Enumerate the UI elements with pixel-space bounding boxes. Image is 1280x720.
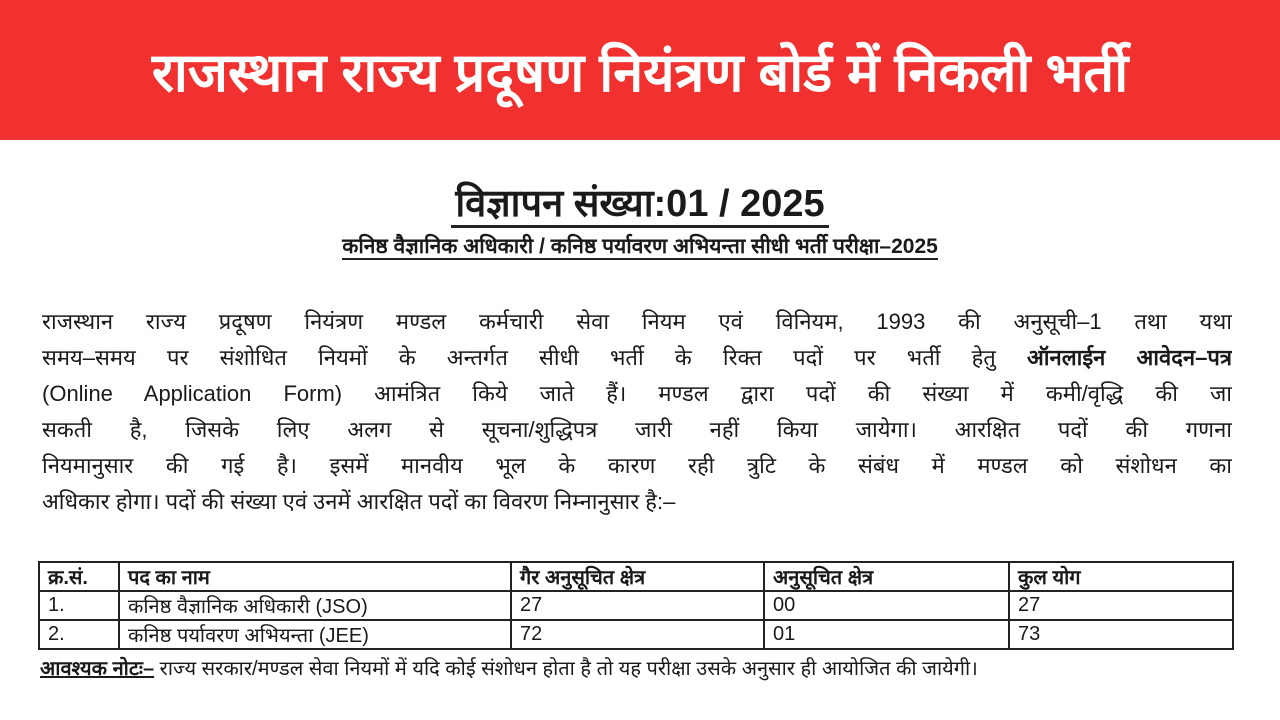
header-post-name: पद का नाम: [119, 562, 511, 591]
paragraph-text: समय–समय पर संशोधित नियमों के अन्तर्गत सीधी भर्ती के रिक्त पदों पर भर्ती हेतु: [42, 345, 1027, 370]
paragraph-bold-text: ऑनलाईन आवेदन–पत्र: [1027, 345, 1232, 370]
paragraph-line: नियमानुसार की गई है। इसमें मानवीय भूल के कारण रही त्रुटि के संबंध में मण्डल को संशोधन का: [42, 453, 1232, 478]
table-row: [39, 591, 1233, 620]
table-header-row: [39, 562, 1233, 591]
cell-serial: 1.: [39, 591, 119, 620]
header-non-scheduled: गैर अनुसूचित क्षेत्र: [511, 562, 764, 591]
cell-post-name: कनिष्ठ वैज्ञानिक अधिकारी (JSO): [119, 591, 511, 620]
paragraph-line: (Online Application Form) आमंत्रित किये जाते हैं। मण्डल द्वारा पदों की संख्या में कमी/वृद्धि की जा: [42, 381, 1232, 406]
cell-non-scheduled: 27: [511, 591, 764, 620]
exam-subtitle-text: कनिष्ठ वैज्ञानिक अधिकारी / कनिष्ठ पर्यावरण अभियन्ता सीधी भर्ती परीक्षा–2025: [342, 235, 938, 258]
posts-table: [38, 561, 1234, 650]
cell-total: 73: [1009, 620, 1233, 649]
advertisement-number-text: विज्ञापन संख्या:01 / 2025: [451, 183, 828, 228]
cell-scheduled: 00: [764, 591, 1009, 620]
cell-non-scheduled: 72: [511, 620, 764, 649]
table-row: [39, 620, 1233, 649]
advertisement-number: [0, 176, 1280, 228]
headline-title: राजस्थान राज्य प्रदूषण नियंत्रण बोर्ड में निकली भर्ती: [151, 43, 1129, 103]
paragraph-line: [42, 340, 1232, 376]
cell-total: 27: [1009, 591, 1233, 620]
paragraph-line: अधिकार होगा। पदों की संख्या एवं उनमें आरक्षित पदों का विवरण निम्नानुसार है:–: [42, 489, 676, 514]
paragraph-line: राजस्थान राज्य प्रदूषण नियंत्रण मण्डल कर्मचारी सेवा नियम एवं विनियम, 1993 की अनुसूची–1 तथा यथा: [42, 309, 1232, 334]
note-label: आवश्यक नोटः–: [40, 658, 155, 680]
cell-post-name: कनिष्ठ पर्यावरण अभियन्ता (JEE): [119, 620, 511, 649]
important-note: [40, 654, 1232, 684]
header-total: कुल योग: [1009, 562, 1233, 591]
note-text: राज्य सरकार/मण्डल सेवा नियमों में यदि कोई संशोधन होता है तो यह परीक्षा उसके अनुसार ही आयोजित की जायेगी।: [154, 658, 978, 680]
headline-banner: [0, 0, 1280, 140]
notice-paragraph: [42, 304, 1232, 520]
exam-subtitle: [0, 232, 1280, 260]
paragraph-line: सकती है, जिसके लिए अलग से सूचना/शुद्धिपत्र जारी नहीं किया जायेगा। आरक्षित पदों की गणना: [42, 417, 1232, 442]
cell-serial: 2.: [39, 620, 119, 649]
cell-scheduled: 01: [764, 620, 1009, 649]
header-serial: क्र.सं.: [39, 562, 119, 591]
header-scheduled: अनुसूचित क्षेत्र: [764, 562, 1009, 591]
